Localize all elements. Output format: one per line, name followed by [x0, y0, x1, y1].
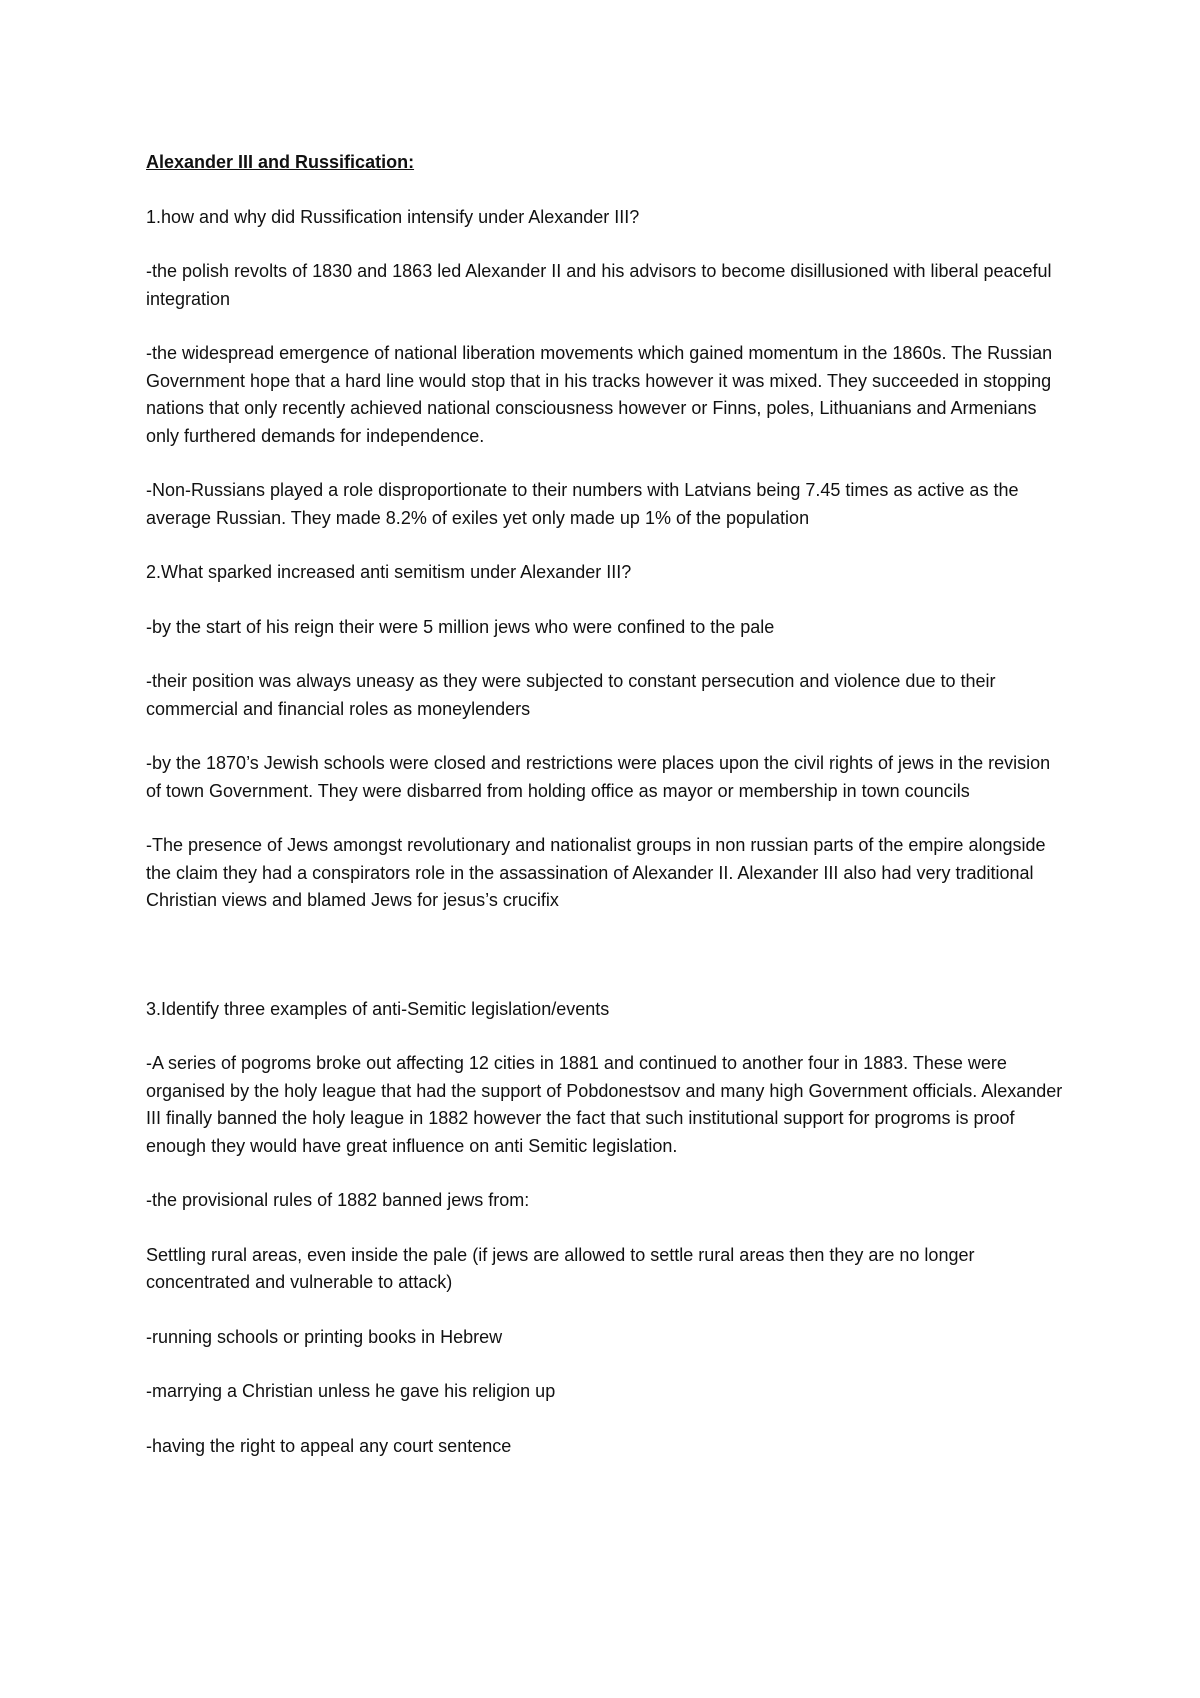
question-1: 1.how and why did Russification intensify under Alexander III? — [146, 206, 640, 227]
list-item: -marrying a Christian unless he gave his religion up — [146, 1381, 556, 1401]
paragraph: -by the 1870’s Jewish schools were closed and restrictions were places upon the civil rights of jews in the revision of town Government. They were disbarred from holding office as mayor or membership in town councils — [146, 753, 1051, 801]
question-2: 2.What sparked increased anti semitism under Alexander III? — [146, 562, 632, 582]
list-item: -running schools or printing books in Hebrew — [146, 1326, 503, 1347]
paragraph: -The presence of Jews amongst revolutionary and nationalist groups in non russian parts of the empire alongside the claim they had a conspirators role in the assassination of Alexander II. Alexander III also had very traditional Christian views and blamed Jews for jesus’s crucifix — [146, 835, 1046, 910]
paragraph: -their position was always uneasy as they were subjected to constant persecution and violence due to their commercial and financial roles as moneylenders — [146, 671, 996, 719]
document-title: Alexander III and Russification: — [146, 152, 415, 172]
paragraph: Settling rural areas, even inside the pale (if jews are allowed to settle rural areas then they are no longer concentrated and vulnerable to attack) — [146, 1244, 975, 1292]
paragraph: -the polish revolts of 1830 and 1863 led Alexander II and his advisors to become disillusioned with liberal peaceful integration — [146, 261, 1052, 309]
paragraph: -Non-Russians played a role disproportionate to their numbers with Latvians being 7.45 times as active as the average Russian. They made 8.2% of exiles yet only made up 1% of the population — [146, 480, 1019, 528]
question-3: 3.Identify three examples of anti-Semitic legislation/events — [146, 998, 610, 1019]
paragraph: -the widespread emergence of national liberation movements which gained momentum in the 1860s. The Russian Government hope that a hard line would stop that in his tracks however it was mixed. They succeeded in stopping nations that only recently achieved national consciousness however or Finns, poles, Lithuanians and Armenians only furthered demands for independence. — [146, 343, 1053, 446]
paragraph: -A series of pogroms broke out affecting 12 cities in 1881 and continued to another four in 1883. These were organised by the holy league that had the support of Pobdonestsov and many high Government officials. Alexander III finally banned the holy league in 1882 however the fact that such institutional support for progroms is proof enough they would have great influence on anti Semitic legislation. — [146, 1053, 1063, 1156]
blank-space — [146, 942, 1066, 996]
paragraph: -by the start of his reign their were 5 million jews who were confined to the pale — [146, 616, 775, 637]
list-item: -having the right to appeal any court sentence — [146, 1435, 512, 1456]
paragraph: -the provisional rules of 1882 banned jews from: — [146, 1190, 530, 1210]
document-body — [146, 149, 1066, 1487]
